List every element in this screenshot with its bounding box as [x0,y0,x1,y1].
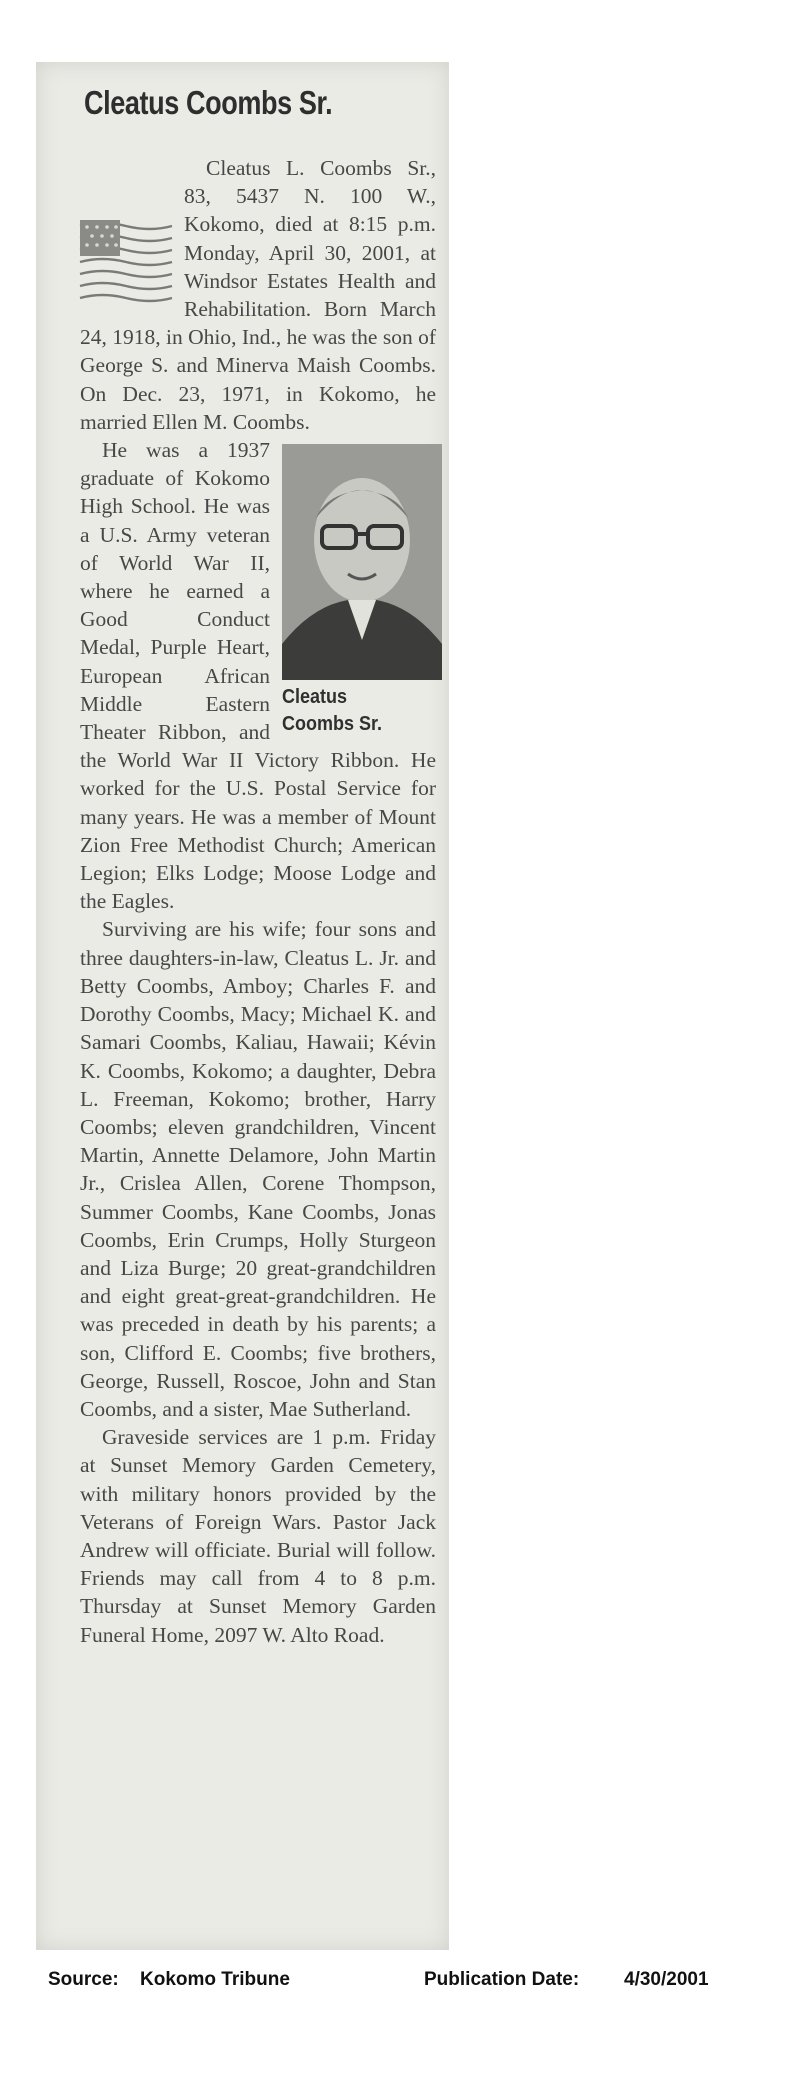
obituary-body [80,154,436,1649]
obituary-headline: Cleatus Coombs Sr. [84,84,333,121]
photo-caption-line1: Cleatus [282,686,348,709]
photo-caption-line2: Coombs Sr. [282,713,383,736]
american-flag-icon [78,210,174,310]
source-label: Source: [48,1969,119,1990]
portrait-photo [282,444,442,680]
publication-date-value: 4/30/2001 [624,1969,709,1990]
publication-date-label: Publication Date: [424,1969,580,1990]
portrait-figure [282,444,442,738]
photo-caption [282,684,426,738]
paragraph-biography: He was a 1937 graduate of Kokomo High School. He was a U.S. Army veteran of World War II, where he earned a Good Conduct Medal, Purple Heart, European African Middle Eastern Theater Ribbon, and the World War II Victory Ribbon. He worked for the U.S. Postal Service for many years. He was a member of Mount Zion Free Methodist Church; American Legion; Elks Lodge; Moose Lodge and the Eagles. [80,438,436,914]
paragraph-survivors: Surviving are his wife; four sons and three daughters-in-law, Cleatus L. Jr. and Betty Coombs, Amboy; Charles F. and Dorothy Coombs, Macy; Michael K. and Samari Coombs, Kaliau, Hawaii; Kévin K. Coombs, Kokomo; a daughter, Debra L. Freeman, Kokomo; brother, Harry Coombs; eleven grandchildren, Vincent Martin, Annette Delamore, John Martin Jr., Crislea Allen, Corene Thompson, Summer Coombs, Kane Coombs, Jonas Coombs, Erin Crumps, Holly Sturgeon and Liza Burge; 20 great-grandchildren and eight great-great-grandchildren. He was preceded in death by his parents; a son, Clifford E. Coombs; five brothers, George, Russell, Roscoe, John and Stan Coombs, and a sister, Mae Sutherland. [80,917,436,1421]
paragraph-death-notice: Cleatus L. Coombs Sr., 83, 5437 N. 100 W., Kokomo, died at 8:15 p.m. Monday, April 30, 2001, at Windsor Estates Health and Rehabilitation. Born March 24, 1918, in Ohio, Ind., he was the son of George S. and Minerva Maish Coombs. On Dec. 23, 1971, in Kokomo, he married Ellen M. Coombs. [80,156,436,434]
source-value: Kokomo Tribune [140,1969,290,1990]
paragraph-services: Graveside services are 1 p.m. Friday at Sunset Memory Garden Cemetery, with military honors provided by the Veterans of Foreign Wars. Pastor Jack Andrew will officiate. Burial will follow. Friends may call from 4 to 8 p.m. Thursday at Sunset Memory Garden Funeral Home, 2097 W. Alto Road. [80,1425,436,1647]
